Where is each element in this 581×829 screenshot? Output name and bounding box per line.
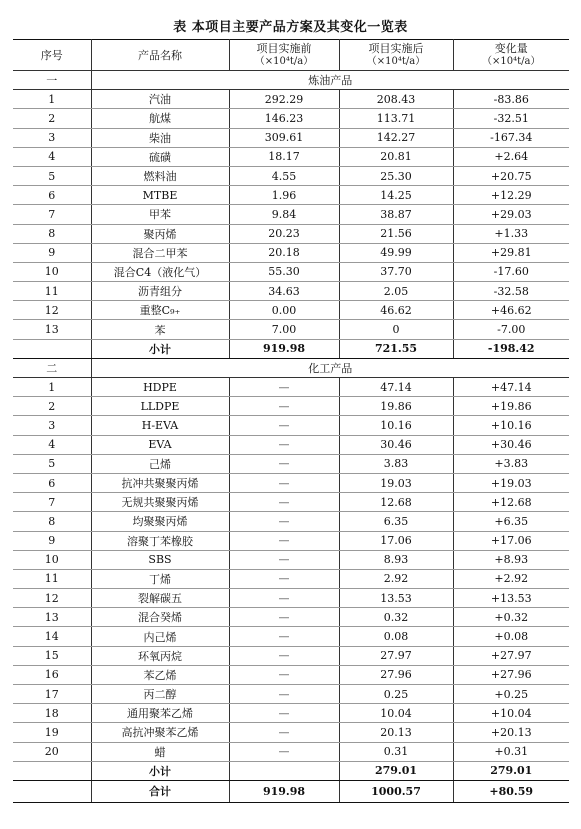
value-change: +19.03: [453, 473, 569, 492]
product-name: MTBE: [91, 186, 229, 205]
value-before: 4.55: [229, 166, 339, 185]
row-seq: 20: [13, 742, 91, 761]
product-name: 硫磺: [91, 147, 229, 166]
value-before: 20.18: [229, 243, 339, 262]
header-change-label: 变化量: [494, 42, 528, 55]
product-name: 抗冲共聚聚丙烯: [91, 473, 229, 492]
value-after: 8.93: [339, 550, 453, 569]
table-row: [13, 378, 569, 397]
table-body: [13, 71, 569, 803]
row-seq: 9: [13, 243, 91, 262]
table-row: [13, 243, 569, 262]
row-seq: 3: [13, 128, 91, 147]
value-before: —: [229, 416, 339, 435]
row-seq: 12: [13, 589, 91, 608]
total-row: [13, 780, 569, 802]
value-change: +29.81: [453, 243, 569, 262]
value-change: +0.08: [453, 627, 569, 646]
row-seq: 13: [13, 320, 91, 339]
table-row: [13, 301, 569, 320]
value-after: 3.83: [339, 454, 453, 473]
value-after: 46.62: [339, 301, 453, 320]
value-before: 18.17: [229, 147, 339, 166]
product-name: 环氧丙烷: [91, 646, 229, 665]
section-seq: 二: [13, 358, 91, 377]
value-before: —: [229, 704, 339, 723]
subtotal-label: 小计: [91, 761, 229, 780]
value-after: 0.31: [339, 742, 453, 761]
header-row: [13, 40, 569, 71]
value-before: 55.30: [229, 262, 339, 281]
value-after: 2.05: [339, 282, 453, 301]
row-seq: 19: [13, 723, 91, 742]
value-before: —: [229, 493, 339, 512]
section-label: 炼油产品: [91, 71, 569, 90]
row-seq: 6: [13, 186, 91, 205]
product-name: 均聚聚丙烯: [91, 512, 229, 531]
value-after: 49.99: [339, 243, 453, 262]
value-after: 19.86: [339, 397, 453, 416]
value-after: 19.03: [339, 473, 453, 492]
table-row: [13, 742, 569, 761]
value-after: 0.32: [339, 608, 453, 627]
value-change: -7.00: [453, 320, 569, 339]
value-after: 17.06: [339, 531, 453, 550]
value-before: —: [229, 473, 339, 492]
value-before: 7.00: [229, 320, 339, 339]
value-change: +1.33: [453, 224, 569, 243]
table-row: [13, 646, 569, 665]
row-seq: 9: [13, 531, 91, 550]
value-after: 37.70: [339, 262, 453, 281]
table-row: [13, 90, 569, 109]
product-name: 航煤: [91, 109, 229, 128]
product-name: 柴油: [91, 128, 229, 147]
row-seq: 7: [13, 493, 91, 512]
table-row: [13, 685, 569, 704]
product-name: 沥青组分: [91, 282, 229, 301]
product-name: 重整C₉₊: [91, 301, 229, 320]
value-before: —: [229, 723, 339, 742]
section-row-chemical: [13, 358, 569, 377]
value-after: 0.25: [339, 685, 453, 704]
value-before: —: [229, 646, 339, 665]
product-name: 甲苯: [91, 205, 229, 224]
value-after: 113.71: [339, 109, 453, 128]
row-seq: 14: [13, 627, 91, 646]
value-before: 9.84: [229, 205, 339, 224]
value-after: 13.53: [339, 589, 453, 608]
row-seq: 18: [13, 704, 91, 723]
header-before-label: 项目实施前: [256, 42, 312, 55]
row-seq: 17: [13, 685, 91, 704]
product-name: LLDPE: [91, 397, 229, 416]
table-row: [13, 589, 569, 608]
value-before: —: [229, 550, 339, 569]
product-name: EVA: [91, 435, 229, 454]
table-row: [13, 435, 569, 454]
product-name: 通用聚苯乙烯: [91, 704, 229, 723]
subtotal-label: 小计: [91, 339, 229, 358]
product-name: 内己烯: [91, 627, 229, 646]
table-row: [13, 320, 569, 339]
row-seq: 2: [13, 109, 91, 128]
value-after: 0.08: [339, 627, 453, 646]
value-change: +10.04: [453, 704, 569, 723]
table-row: [13, 531, 569, 550]
row-seq: 1: [13, 378, 91, 397]
value-before: —: [229, 569, 339, 588]
product-name: 聚丙烯: [91, 224, 229, 243]
table-row: [13, 166, 569, 185]
product-table: [13, 39, 569, 803]
value-after: 47.14: [339, 378, 453, 397]
value-change: +27.96: [453, 665, 569, 684]
row-seq: 7: [13, 205, 91, 224]
value-after: 208.43: [339, 90, 453, 109]
table-row: [13, 569, 569, 588]
total-before: 919.98: [229, 780, 339, 802]
value-before: 0.00: [229, 301, 339, 320]
value-after: 20.81: [339, 147, 453, 166]
value-before: 34.63: [229, 282, 339, 301]
value-before: —: [229, 685, 339, 704]
table-row: [13, 224, 569, 243]
value-after: 27.96: [339, 665, 453, 684]
value-change: +3.83: [453, 454, 569, 473]
table-row: [13, 109, 569, 128]
table-row: [13, 723, 569, 742]
row-seq: 1: [13, 90, 91, 109]
subtotal-after: 721.55: [339, 339, 453, 358]
product-name: SBS: [91, 550, 229, 569]
value-change: +20.75: [453, 166, 569, 185]
product-name: 丁烯: [91, 569, 229, 588]
value-after: 38.87: [339, 205, 453, 224]
value-after: 6.35: [339, 512, 453, 531]
value-change: -17.60: [453, 262, 569, 281]
value-after: 14.25: [339, 186, 453, 205]
value-change: +8.93: [453, 550, 569, 569]
row-seq: 10: [13, 550, 91, 569]
section-seq: 一: [13, 71, 91, 90]
value-before: —: [229, 454, 339, 473]
row-seq: 6: [13, 473, 91, 492]
value-after: 27.97: [339, 646, 453, 665]
table-row: [13, 262, 569, 281]
value-after: 20.13: [339, 723, 453, 742]
product-name: 苯: [91, 320, 229, 339]
section-label: 化工产品: [91, 358, 569, 377]
value-change: +20.13: [453, 723, 569, 742]
row-seq: 5: [13, 454, 91, 473]
value-change: -167.34: [453, 128, 569, 147]
product-name: H-EVA: [91, 416, 229, 435]
value-change: -32.58: [453, 282, 569, 301]
table-row: [13, 493, 569, 512]
value-change: +13.53: [453, 589, 569, 608]
value-before: —: [229, 397, 339, 416]
total-label: 合计: [91, 780, 229, 802]
row-seq: 2: [13, 397, 91, 416]
product-name: 高抗冲聚苯乙烯: [91, 723, 229, 742]
product-name: 汽油: [91, 90, 229, 109]
value-before: 146.23: [229, 109, 339, 128]
product-name: 蜡: [91, 742, 229, 761]
subtotal-after: 279.01: [339, 761, 453, 780]
value-before: —: [229, 435, 339, 454]
value-change: +6.35: [453, 512, 569, 531]
value-after: 12.68: [339, 493, 453, 512]
value-change: -83.86: [453, 90, 569, 109]
value-change: +0.31: [453, 742, 569, 761]
row-seq: 12: [13, 301, 91, 320]
product-name: 混合癸烯: [91, 608, 229, 627]
value-before: —: [229, 627, 339, 646]
value-after: 2.92: [339, 569, 453, 588]
product-name: 溶聚丁苯橡胶: [91, 531, 229, 550]
value-before: —: [229, 512, 339, 531]
table-row: [13, 416, 569, 435]
product-name: 丙二醇: [91, 685, 229, 704]
value-change: +30.46: [453, 435, 569, 454]
row-seq: 4: [13, 147, 91, 166]
value-before: —: [229, 742, 339, 761]
header-change-unit: （×10⁴t/a）: [482, 56, 541, 67]
value-change: -32.51: [453, 109, 569, 128]
product-name: 裂解碳五: [91, 589, 229, 608]
header-name: 产品名称: [91, 40, 229, 71]
product-name: 混合C4（液化气）: [91, 262, 229, 281]
value-after: 142.27: [339, 128, 453, 147]
table-row: [13, 608, 569, 627]
value-after: 25.30: [339, 166, 453, 185]
subtotal-before: 919.98: [229, 339, 339, 358]
header-before: [229, 40, 339, 71]
row-seq: 8: [13, 512, 91, 531]
value-before: 20.23: [229, 224, 339, 243]
product-name: 苯乙烯: [91, 665, 229, 684]
total-after: 1000.57: [339, 780, 453, 802]
value-before: —: [229, 531, 339, 550]
row-seq: 4: [13, 435, 91, 454]
value-after: 21.56: [339, 224, 453, 243]
value-change: +19.86: [453, 397, 569, 416]
product-name: HDPE: [91, 378, 229, 397]
value-change: +12.68: [453, 493, 569, 512]
row-seq: 11: [13, 569, 91, 588]
product-name: 无规共聚聚丙烯: [91, 493, 229, 512]
table-title: 表 本项目主要产品方案及其变化一览表: [173, 20, 408, 35]
value-after: 30.46: [339, 435, 453, 454]
value-change: +2.92: [453, 569, 569, 588]
table-row: [13, 186, 569, 205]
table-row: [13, 512, 569, 531]
value-before: 309.61: [229, 128, 339, 147]
header-after: [339, 40, 453, 71]
value-change: +27.97: [453, 646, 569, 665]
product-name: 混合二甲苯: [91, 243, 229, 262]
value-before: —: [229, 378, 339, 397]
section-row-refining: [13, 71, 569, 90]
table-row: [13, 665, 569, 684]
row-seq: 10: [13, 262, 91, 281]
value-change: +12.29: [453, 186, 569, 205]
product-name: 己烯: [91, 454, 229, 473]
table-row: [13, 397, 569, 416]
value-before: —: [229, 589, 339, 608]
row-seq: 3: [13, 416, 91, 435]
total-change: +80.59: [453, 780, 569, 802]
subtotal-row-chemical: [13, 761, 569, 780]
table-row: [13, 454, 569, 473]
header-after-unit: （×10⁴t/a）: [366, 56, 426, 67]
header-seq: 序号: [13, 40, 91, 71]
value-change: +46.62: [453, 301, 569, 320]
value-change: +0.25: [453, 685, 569, 704]
row-seq: 8: [13, 224, 91, 243]
value-after: 0: [339, 320, 453, 339]
header-change: [453, 40, 569, 71]
value-before: —: [229, 665, 339, 684]
table-row: [13, 282, 569, 301]
row-seq: 16: [13, 665, 91, 684]
value-before: 292.29: [229, 90, 339, 109]
row-seq: 11: [13, 282, 91, 301]
value-change: +47.14: [453, 378, 569, 397]
value-change: +0.32: [453, 608, 569, 627]
row-seq: 13: [13, 608, 91, 627]
value-before: —: [229, 608, 339, 627]
table-row: [13, 704, 569, 723]
value-change: +29.03: [453, 205, 569, 224]
value-after: 10.16: [339, 416, 453, 435]
table-row: [13, 205, 569, 224]
table-row: [13, 128, 569, 147]
value-change: +17.06: [453, 531, 569, 550]
value-change: +2.64: [453, 147, 569, 166]
row-seq: 5: [13, 166, 91, 185]
table-row: [13, 473, 569, 492]
table-row: [13, 147, 569, 166]
subtotal-change: 279.01: [453, 761, 569, 780]
product-name: 燃料油: [91, 166, 229, 185]
subtotal-change: -198.42: [453, 339, 569, 358]
row-seq: 15: [13, 646, 91, 665]
table-row: [13, 550, 569, 569]
subtotal-row-refining: [13, 339, 569, 358]
value-after: 10.04: [339, 704, 453, 723]
header-before-unit: （×10⁴t/a）: [254, 56, 314, 67]
subtotal-before: [229, 761, 339, 780]
value-before: 1.96: [229, 186, 339, 205]
table-row: [13, 627, 569, 646]
header-after-label: 项目实施后: [368, 42, 424, 55]
value-change: +10.16: [453, 416, 569, 435]
